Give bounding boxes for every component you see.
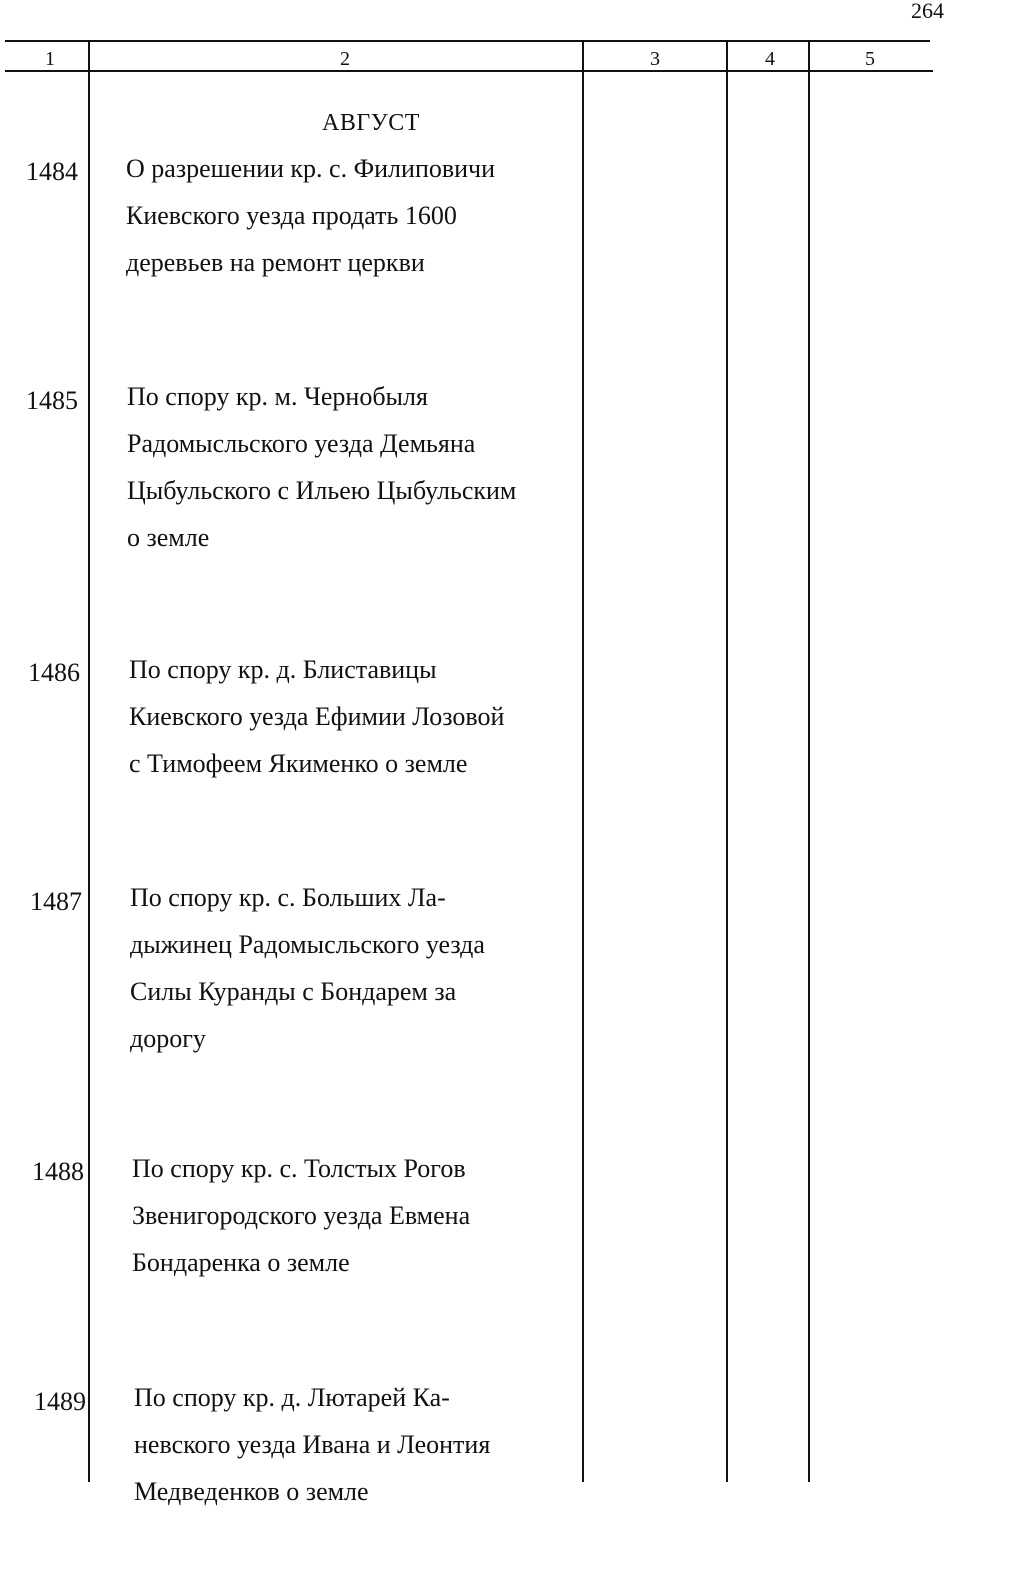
entry-line: с Тимофеем Якименко о земле (129, 749, 468, 778)
entry-description (132, 1145, 562, 1286)
entry-description (134, 1374, 564, 1515)
page-number: 264 (911, 0, 944, 23)
entry-line: Киевского уезда Ефимии Лозовой (129, 702, 505, 731)
month-heading: АВГУСТ (322, 110, 420, 136)
column-header-3: 3 (650, 48, 660, 70)
header-bottom-rule (5, 70, 933, 72)
column-divider-1 (88, 42, 90, 1482)
entry-number: 1484 (26, 157, 78, 186)
entry-number: 1485 (26, 386, 78, 415)
entry-description (129, 646, 559, 787)
column-divider-2 (582, 42, 584, 1482)
column-header-1: 1 (45, 48, 55, 70)
entry-number: 1486 (28, 658, 80, 687)
entry-number: 1488 (32, 1157, 84, 1186)
entry-line: По спору кр. с. Больших Ла- (130, 883, 446, 912)
entry-number: 1489 (34, 1387, 86, 1416)
entry-line: дыжинец Радомысльского уезда (130, 930, 485, 959)
entry-number: 1487 (30, 887, 82, 916)
table-top-rule (5, 40, 930, 42)
entry-line: Радомысльского уезда Демьяна (127, 429, 476, 458)
entry-line: Киевского уезда продать 1600 (126, 201, 457, 230)
entry-line: По спору кр. с. Толстых Рогов (132, 1154, 466, 1183)
entry-line: невского уезда Ивана и Леонтия (134, 1430, 491, 1459)
entry-line: о земле (127, 523, 210, 552)
column-divider-4 (808, 42, 810, 1482)
entry-description (130, 874, 560, 1062)
entry-line: дорогу (130, 1024, 206, 1053)
column-header-5: 5 (865, 48, 875, 70)
column-header-2: 2 (340, 48, 350, 70)
entry-line: Бондаренка о земле (132, 1248, 350, 1277)
entry-line: Силы Куранды с Бондарем за (130, 977, 457, 1006)
entry-description (127, 373, 557, 561)
entry-line: О разрешении кр. с. Филиповичи (126, 154, 496, 183)
entry-line: Медведенков о земле (134, 1477, 369, 1506)
entry-line: Звенигородского уезда Евмена (132, 1201, 471, 1230)
entry-line: По спору кр. д. Лютарей Ка- (134, 1383, 450, 1412)
entry-description (126, 145, 556, 286)
entry-line: Цыбульского с Ильею Цыбульским (127, 476, 517, 505)
column-header-4: 4 (765, 48, 775, 70)
column-divider-3 (726, 42, 728, 1482)
entry-line: По спору кр. д. Блиставицы (129, 655, 437, 684)
entry-line: деревьев на ремонт церкви (126, 248, 425, 277)
entry-line: По спору кр. м. Чернобыля (127, 382, 428, 411)
